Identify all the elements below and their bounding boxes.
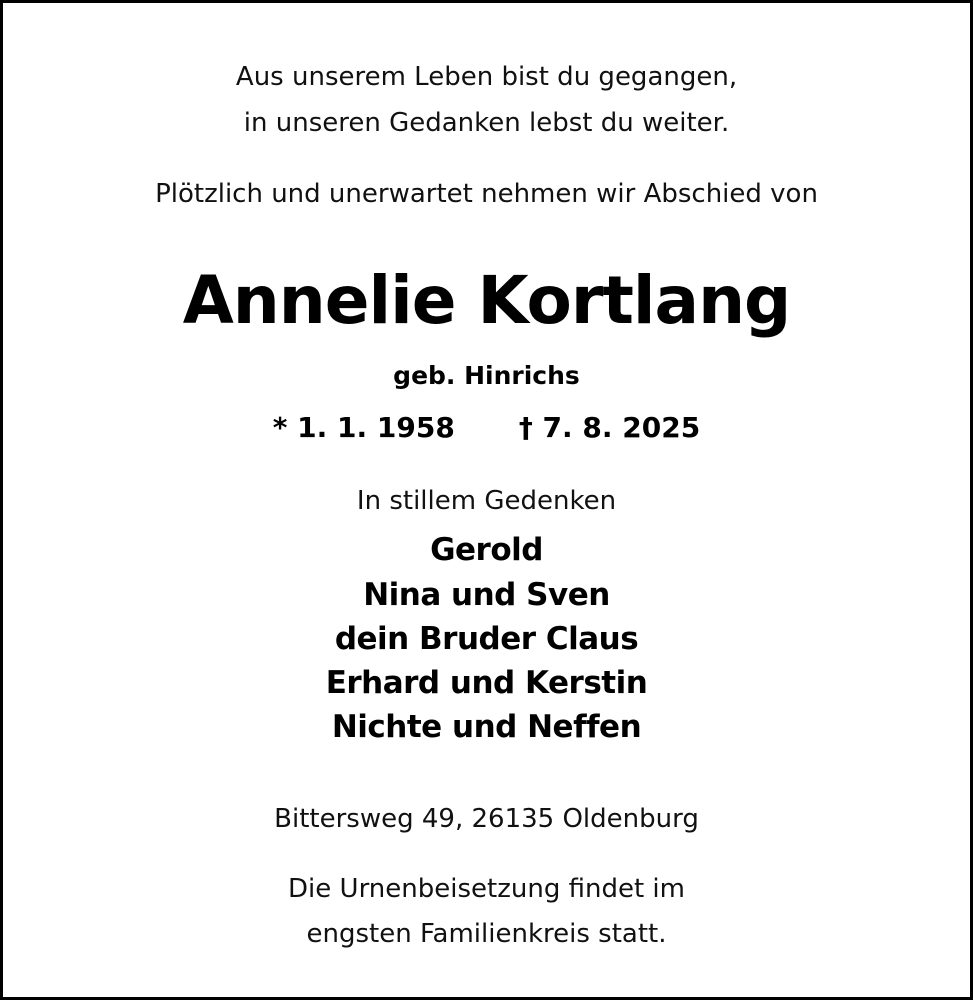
mourner-name: dein Bruder Claus bbox=[334, 621, 639, 657]
memorial-line: In stillem Gedenken bbox=[356, 486, 617, 516]
funeral-note-line-2: engsten Familienkreis statt. bbox=[306, 919, 667, 949]
mourner-name: Nina und Sven bbox=[363, 577, 610, 613]
intro-verse-line-1: Aus unserem Leben bist du gegangen, bbox=[235, 62, 738, 92]
death-date: † 7. 8. 2025 bbox=[518, 411, 701, 444]
life-dates bbox=[3, 411, 970, 444]
intro-verse-line-2: in unseren Gedanken lebst du weiter. bbox=[243, 108, 730, 138]
mourner-name: Gerold bbox=[430, 532, 543, 568]
address: Bittersweg 49, 26135 Oldenburg bbox=[274, 804, 699, 834]
mourner-name: Erhard und Kerstin bbox=[325, 665, 648, 701]
mourner-name: Nichte und Neffen bbox=[331, 709, 642, 745]
announcement-text: Plötzlich und unerwartet nehmen wir Abschied von bbox=[155, 179, 818, 209]
funeral-note-line-1: Die Urnenbeisetzung findet im bbox=[288, 874, 685, 904]
maiden-name: geb. Hinrichs bbox=[393, 361, 580, 390]
deceased-name: Annelie Kortlang bbox=[182, 262, 791, 339]
birth-date: * 1. 1. 1958 bbox=[272, 411, 455, 444]
